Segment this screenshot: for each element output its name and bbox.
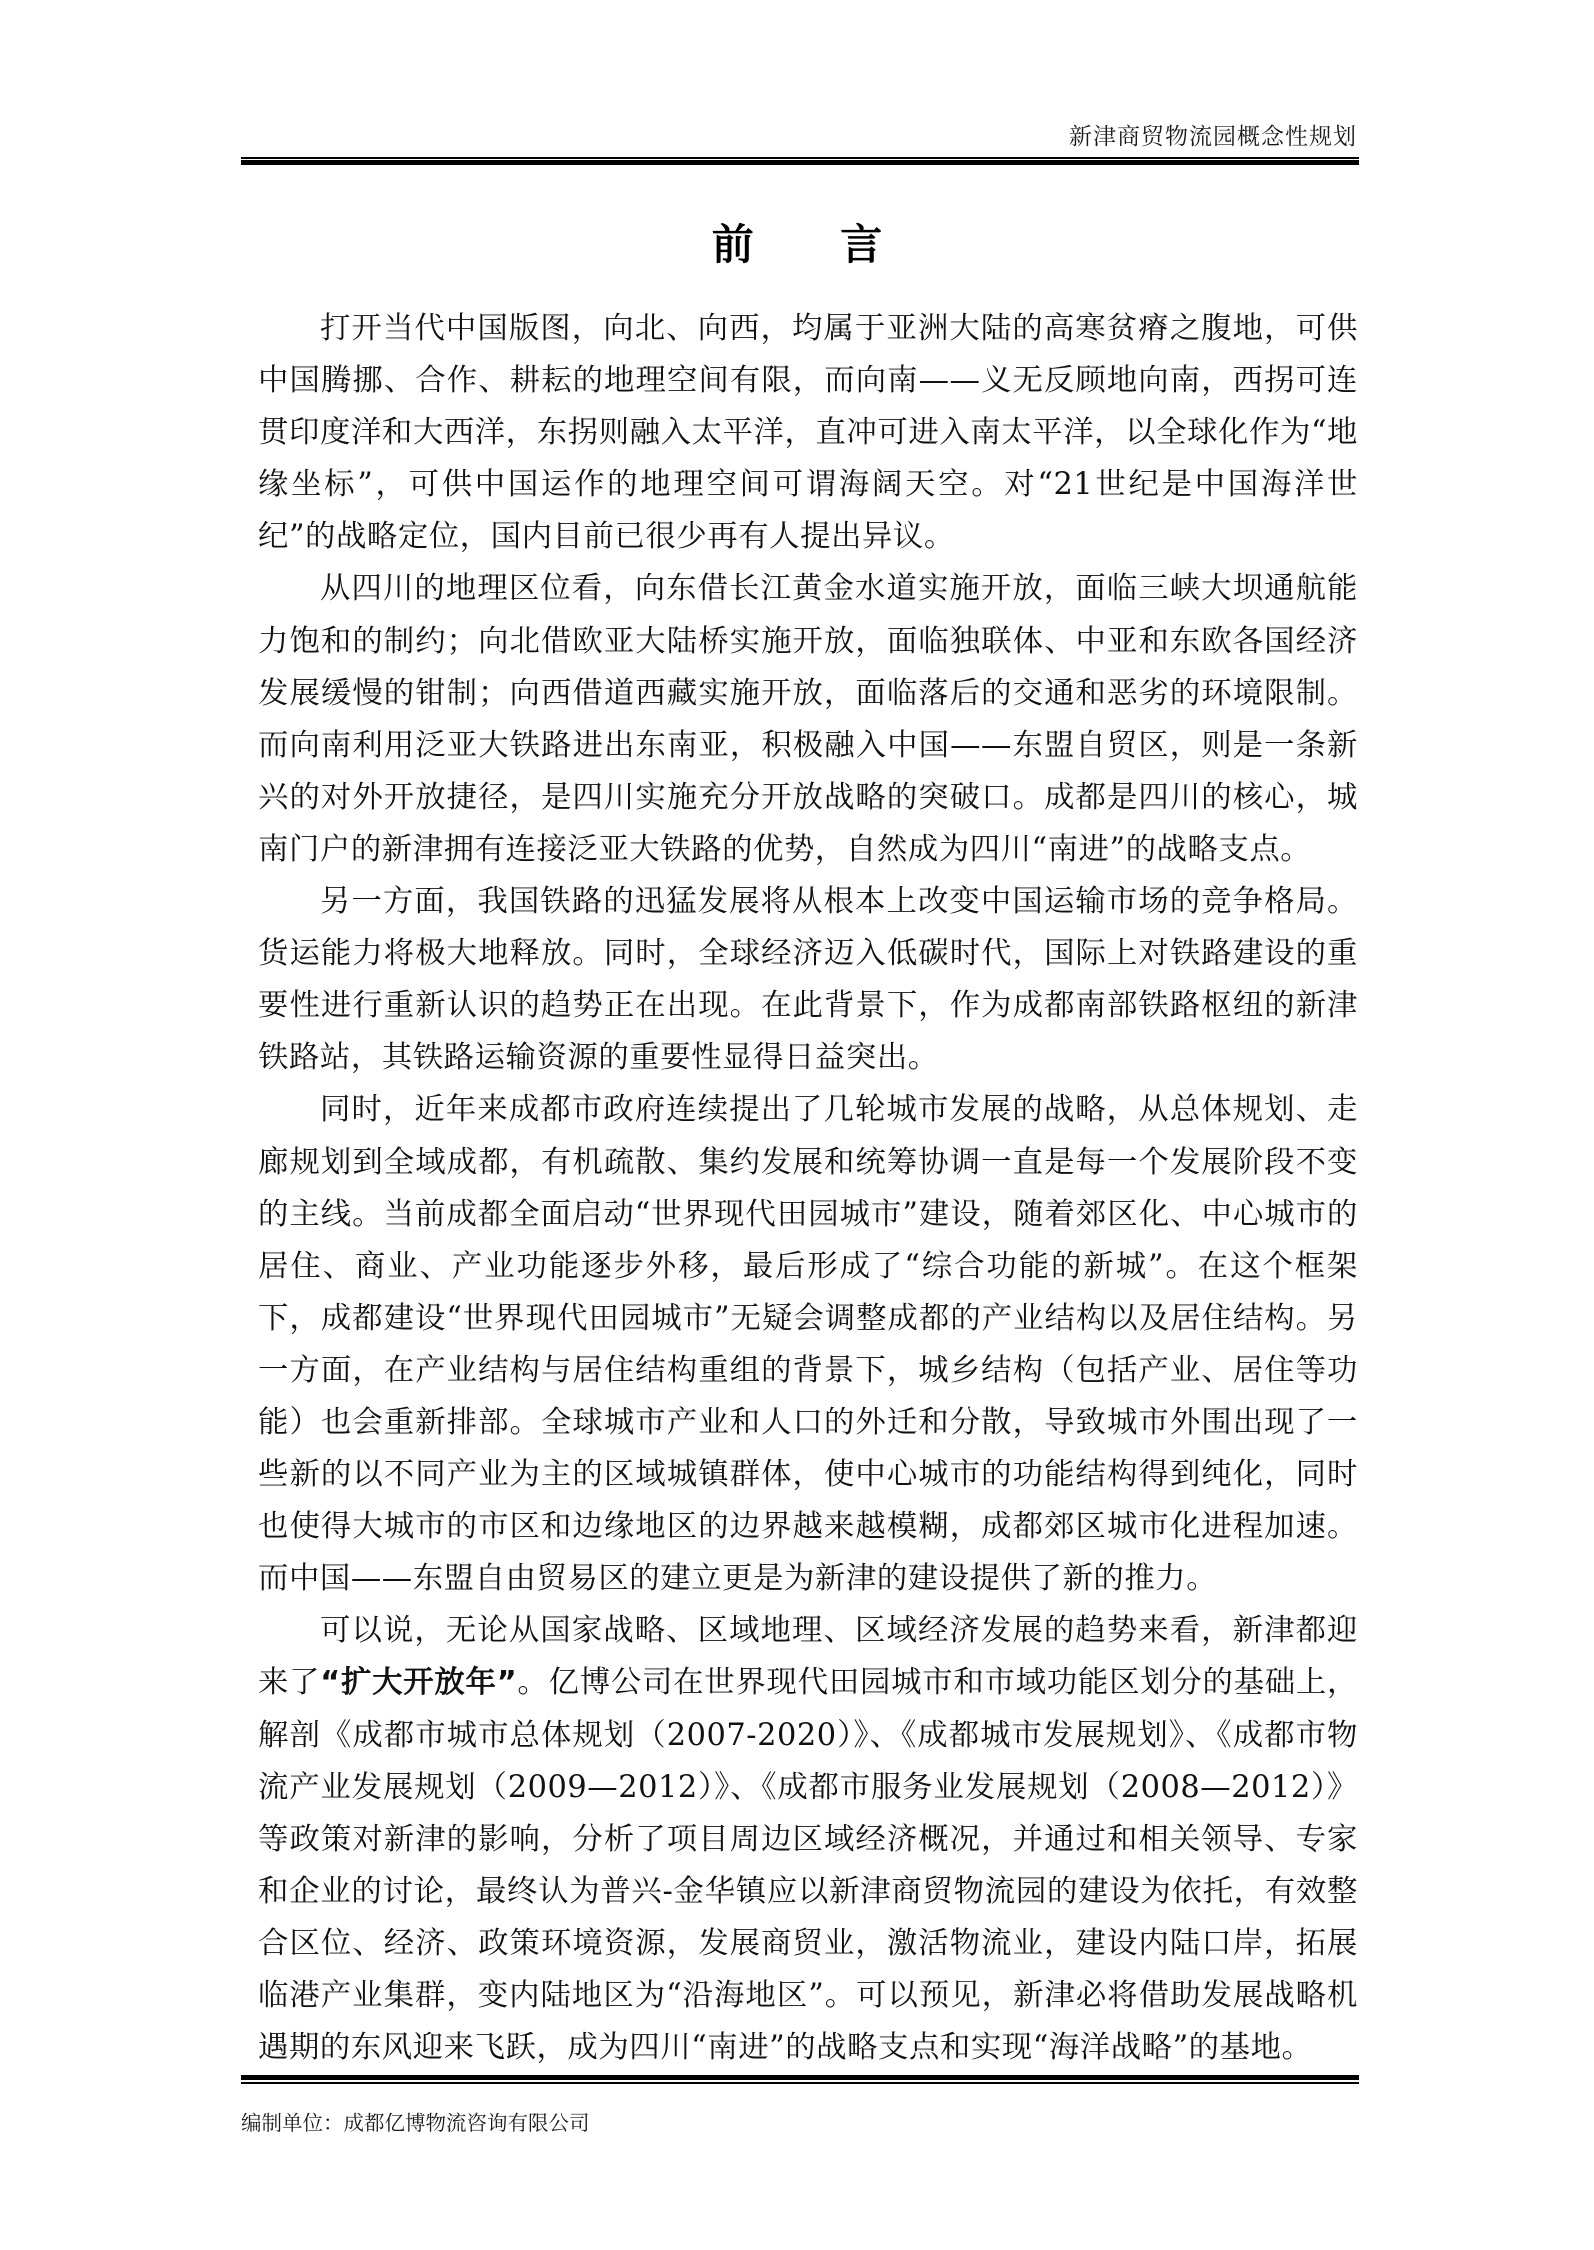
footer-rule-thin xyxy=(241,2082,1359,2084)
page-title: 前 言 xyxy=(711,220,919,269)
header-rule-thick xyxy=(241,160,1359,165)
paragraph-5-text-after: 。亿博公司在世界现代田园城市和市域功能区划分的基础上，解剖《成都市城市总体规划（2007-2020）》、《成都城市发展规划》、《成都市物流产业发展规划（2009—2012）》、《成都市服务业发展规划（2008—2012）》等政策对新津的影响，分析了项目周边区域经济概况，并通过和相关领导、专家和企业的讨论，最终认为普兴-金华镇应以新津商贸物流园的建设为依托，有效整合区位、经济、政策环境资源，发展商贸业，激活物流业，建设内陆口岸，拓展临港产业集群，变内陆地区为“沿海地区”。可以预见，新津必将借助发展战略机遇期的东风迎来飞跃，成为四川“南进”的战略支点和实现“海洋战略”的基地。 xyxy=(258,1665,1358,2066)
body-text xyxy=(258,303,1358,2074)
paragraph-5 xyxy=(258,1605,1358,2074)
paragraph-4: 同时，近年来成都市政府连续提出了几轮城市发展的战略，从总体规划、走廊规划到全域成都，有机疏散、集约发展和统筹协调一直是每一个发展阶段不变的主线。当前成都全面启动“世界现代田园城市”建设，随着郊区化、中心城市的居住、商业、产业功能逐步外移，最后形成了“综合功能的新城”。在这个框架下，成都建设“世界现代田园城市”无疑会调整成都的产业结构以及居住结构。另一方面，在产业结构与居住结构重组的背景下，城乡结构（包括产业、居住等功能）也会重新排部。全球城市产业和人口的外迁和分散，导致城市外围出现了一些新的以不同产业为主的区域城镇群体，使中心城市的功能结构得到纯化，同时也使得大城市的市区和边缘地区的边界越来越模糊，成都郊区城市化进程加速。而中国——东盟自由贸易区的建立更是为新津的建设提供了新的推力。 xyxy=(258,1092,1358,1597)
paragraph-1: 打开当代中国版图，向北、向西，均属于亚洲大陆的高寒贫瘠之腹地，可供中国腾挪、合作、耕耘的地理空间有限，而向南——义无反顾地向南，西拐可连贯印度洋和大西洋，东拐则融入太平洋，直冲可进入南太平洋，以全球化作为“地缘坐标”，可供中国运作的地理空间可谓海阔天空。对“21世纪是中国海洋世纪”的战略定位，国内目前已很少再有人提出异议。 xyxy=(258,311,1358,555)
paragraph-5-bold-phrase: “扩大开放年” xyxy=(320,1665,518,1701)
header-document-title: 新津商贸物流园概念性规划 xyxy=(1069,124,1357,150)
paragraph-3: 另一方面，我国铁路的迅猛发展将从根本上改变中国运输市场的竞争格局。货运能力将极大地释放。同时，全球经济迈入低碳时代，国际上对铁路建设的重要性进行重新认识的趋势正在出现。在此背景下，作为成都南部铁路枢纽的新津铁路站，其铁路运输资源的重要性显得日益突出。 xyxy=(258,884,1358,1076)
footer-organization: 编制单位：成都亿博物流咨询有限公司 xyxy=(241,2111,590,2135)
paragraph-2: 从四川的地理区位看，向东借长江黄金水道实施开放，面临三峡大坝通航能力饱和的制约；向北借欧亚大陆桥实施开放，面临独联体、中亚和东欧各国经济发展缓慢的钳制；向西借道西藏实施开放，面临落后的交通和恶劣的环境限制。而向南利用泛亚大铁路进出东南亚，积极融入中国——东盟自贸区，则是一条新兴的对外开放捷径，是四川实施充分开放战略的突破口。成都是四川的核心，城南门户的新津拥有连接泛亚大铁路的优势，自然成为四川“南进”的战略支点。 xyxy=(258,571,1358,867)
header-rule-thin xyxy=(241,157,1359,159)
footer-rule-thick xyxy=(241,2075,1359,2080)
paragraph-5-text-before: 可以说，无论从国家战略、区域地理、区域经济发展的趋势来看，新津都迎来了 xyxy=(258,1613,1358,1701)
